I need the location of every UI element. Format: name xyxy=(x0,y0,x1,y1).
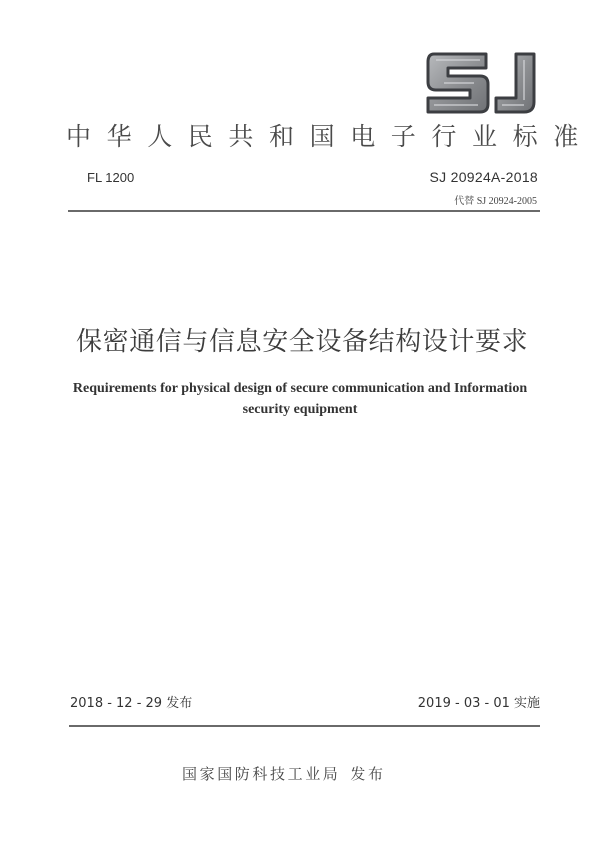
classification-code: FL 1200 xyxy=(87,170,135,185)
replaces-standard: 代替 SJ 20924-2005 xyxy=(454,196,537,207)
issue-date: 2018 - 12 - 29 发布 xyxy=(70,696,193,711)
publisher-action: 发布 xyxy=(350,765,386,783)
publisher xyxy=(182,763,386,784)
english-title-line-1: Requirements for physical design of secure communication and Information xyxy=(72,381,528,396)
header-divider xyxy=(68,210,540,212)
sj-standard-logo-icon xyxy=(424,50,540,114)
footer-divider xyxy=(69,725,540,727)
implementation-date: 2019 - 03 - 01 实施 xyxy=(417,696,540,711)
sj-logo-graphic xyxy=(424,50,540,114)
organization-title: 中华人民共和国电子行业标准 xyxy=(66,122,594,151)
publisher-name: 国家国防科技工业局 xyxy=(182,765,341,783)
english-title-line-2: security equipment xyxy=(242,402,358,417)
standard-number: SJ 20924A-2018 xyxy=(429,169,538,185)
document-title-english xyxy=(60,378,540,420)
document-title-chinese: 保密通信与信息安全设备结构设计要求 xyxy=(76,327,529,357)
